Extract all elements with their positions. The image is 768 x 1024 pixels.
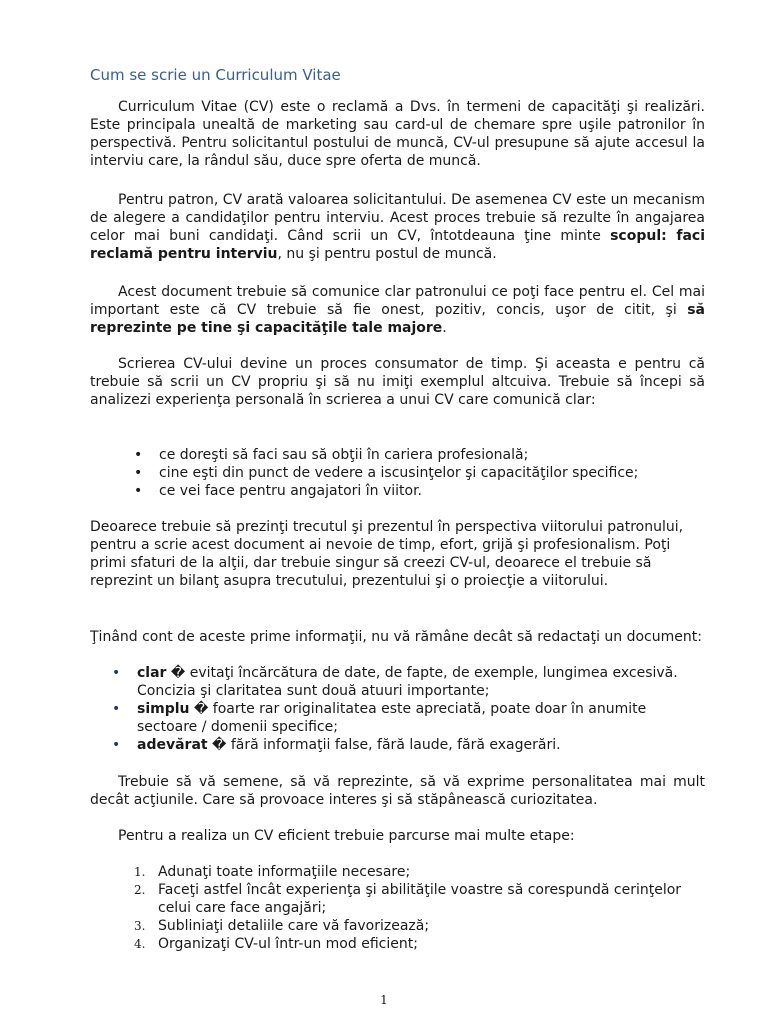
list-item-text: ce doreşti să faci sau să obţii în cariera profesională; bbox=[159, 447, 529, 463]
list-item-number: 1. bbox=[134, 865, 146, 879]
paragraph-document-emphasis: să reprezinte pe tine şi capacităţile tale majore bbox=[90, 302, 705, 336]
list-item-term: simplu bbox=[137, 701, 190, 717]
list-item-text: Subliniaţi detaliile care vă favorizează; bbox=[158, 918, 430, 934]
list-item-text: ce vei face pentru angajatori în viitor. bbox=[159, 483, 422, 499]
list-item-text: � foarte rar originalitatea este apreciată, poate doar în anumite sectoare / domenii specifice; bbox=[137, 701, 647, 735]
paragraph-employer-text: Pentru patron, CV arată valoarea solicitantului. De asemenea CV este un mecanism de alegere a candidaţilor pentru interviu. Acest proces trebuie să rezulte în angajarea celor mai buni candidaţi. Când scrii un CV, întotdeauna ţine minte bbox=[90, 192, 705, 244]
paragraph-document bbox=[90, 283, 705, 337]
list-item bbox=[90, 935, 705, 953]
list-item bbox=[90, 664, 705, 700]
list-item-text: Faceţi astfel încât experienţa şi abilităţile voastre să corespundă cerinţelor celui care face angajări; bbox=[158, 882, 682, 916]
page-number: 1 bbox=[380, 993, 388, 1007]
paragraph-intro: Curriculum Vitae (CV) este o reclamă a Dvs. în termeni de capacităţi şi realizări. Este principala unealtă de marketing sau card-ul de chemare spre uşile patronilor în perspectivă. Pentru solicitantul postului de muncă, CV-ul presupune să ajute accesul la interviu care, la rândul său, duce spre oferta de muncă. bbox=[90, 99, 705, 169]
paragraph-document-text: Acest document trebuie să comunice clar patronului ce poţi face pentru el. Cel mai important este că CV trebuie să fie onest, pozitiv, concis, uşor de citit, şi bbox=[90, 284, 705, 318]
paragraph-personality: Trebuie să vă semene, să vă reprezinte, să vă exprime personalitatea mai mult decât acţiunile. Care să provoace interes şi să stăpânească curiozitatea. bbox=[90, 774, 705, 808]
paragraph-writing: Scrierea CV-ului devine un proces consumator de timp. Şi aceasta e pentru că trebuie să scrii un CV propriu şi să nu imiţi exemplul altcuiva. Trebuie să începi să analizezi experienţa personală în scrierea a unui CV care comunică clar: bbox=[90, 356, 705, 408]
list-item bbox=[90, 863, 705, 881]
paragraph-employer-emphasis: scopul: faci reclamă pentru interviu bbox=[90, 228, 705, 262]
document-title: Cum se scrie un Curriculum Vitae bbox=[90, 66, 341, 84]
paragraph-steps-intro: Pentru a realiza un CV eficient trebuie parcurse mai multe etape: bbox=[118, 828, 575, 844]
list-item-text: cine eşti din punct de vedere a iscusinţelor şi capacităţilor specifice; bbox=[159, 465, 639, 481]
list-item bbox=[90, 917, 705, 935]
list-item-text: � fără informaţii false, fără laude, fără exagerări. bbox=[212, 737, 561, 753]
paragraph-employer bbox=[90, 191, 705, 263]
list-item bbox=[90, 736, 705, 754]
list-item-number: 4. bbox=[134, 937, 146, 951]
list-item-term: adevărat bbox=[137, 737, 208, 753]
list-item bbox=[90, 464, 705, 482]
bullet-list-goals bbox=[90, 446, 705, 500]
list-item-number: 3. bbox=[134, 919, 146, 933]
list-item-text: Adunaţi toate informaţiile necesare; bbox=[158, 864, 411, 880]
list-item-text: � evitaţi încărcătura de date, de fapte, de exemple, lungimea excesivă. Concizia şi claritatea sunt două atuuri importante; bbox=[137, 665, 678, 699]
paragraph-requirements: Ţinând cont de aceste prime informaţii, nu vă rămâne decât să redactaţi un document: bbox=[90, 629, 702, 645]
list-item bbox=[90, 446, 705, 464]
paragraph-time: Deoarece trebuie să prezinţi trecutul şi prezentul în perspectiva viitorului patronului, pentru a scrie acest document ai nevoie de timp, efort, grijă şi profesionalism. Poţi primi sfaturi de la alţii, dar trebuie singur să creezi CV-ul, deoarece el trebuie să reprezint un bilanţ asupra trecutului, prezentului şi o proiecţie a viitorului. bbox=[90, 519, 684, 589]
list-item-text: Organizaţi CV-ul într-un mod eficient; bbox=[158, 936, 418, 952]
list-item bbox=[90, 881, 705, 917]
list-item-term: clar bbox=[137, 665, 167, 681]
bullet-list-qualities bbox=[90, 664, 705, 754]
list-item bbox=[90, 482, 705, 500]
list-item-number: 2. bbox=[134, 883, 146, 897]
paragraph-employer-tail: , nu şi pentru postul de muncă. bbox=[277, 246, 497, 262]
paragraph-document-tail: . bbox=[442, 320, 447, 336]
list-item bbox=[90, 700, 705, 736]
numbered-list-steps bbox=[90, 863, 705, 953]
